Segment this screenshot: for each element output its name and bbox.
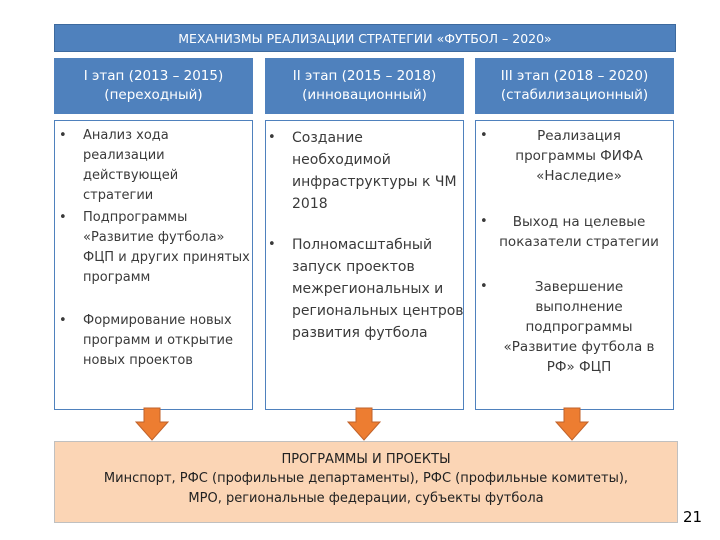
stage-1-header [54,58,253,114]
stage-1-type: (переходный) [104,87,203,103]
arrow-down-icon [555,407,589,441]
page-number: 21 [683,508,703,526]
bullet-icon: • [59,128,67,143]
programs-line-1: Минспорт, РФС (профильные департаменты), РФС (профильные комитеты), [103,471,629,486]
stage-3-period: III этап (2018 – 2020) [500,68,649,84]
stage-3-item-2: • Выход на целевые показатели стратегии [480,214,659,250]
stage-3-item-3: • Завершение выполнение подпрограммы «Развитие футбола в РФ» ФЦП [480,279,655,375]
bullet-icon: • [480,279,488,294]
arrow-down-icon [347,407,381,441]
stage-2-item-2: • Полномасштабный запуск проектов межрегиональных и региональных центров развития футбола [292,234,464,344]
programs-box [54,441,678,523]
arrow-down-icon [135,407,169,441]
stage-3-type: (стабилизационный) [500,87,649,103]
bullet-icon: • [268,237,276,252]
stage-2-item-1: • Создание необходимой инфраструктуры к ЧМ 2018 [292,127,464,215]
slide-title: МЕХАНИЗМЫ РЕАЛИЗАЦИИ СТРАТЕГИИ «ФУТБОЛ – 2020» [54,24,676,52]
stage-1-period: I этап (2013 – 2015) [83,68,224,84]
programs-line-2: МРО, региональные федерации, субъекты футбола [188,491,544,506]
bullet-icon: • [268,130,276,145]
stage-2-period: II этап (2015 – 2018) [292,68,437,84]
stage-3-content [475,120,674,410]
stage-2-header [265,58,464,114]
stage-1-item-1: • Анализ хода реализации действующей стратегии [59,128,179,203]
stage-2-content [265,120,464,410]
stage-2-type: (инновационный) [302,87,427,103]
programs-title: ПРОГРАММЫ И ПРОЕКТЫ [281,452,451,467]
stage-1-item-2: • Подпрограммы «Развитие футбола» ФЦП и других принятых программ [59,210,250,285]
bullet-icon: • [480,128,488,143]
stage-3-header [475,58,674,114]
stage-3-item-1: • Реализация программы ФИФА «Наследие» [480,128,643,184]
bullet-icon: • [59,313,67,328]
bullet-icon: • [59,210,67,225]
stage-1-item-3: • Формирование новых программ и открытие новых проектов [59,313,233,368]
stage-1-content [54,120,253,410]
bullet-icon: • [480,214,488,229]
